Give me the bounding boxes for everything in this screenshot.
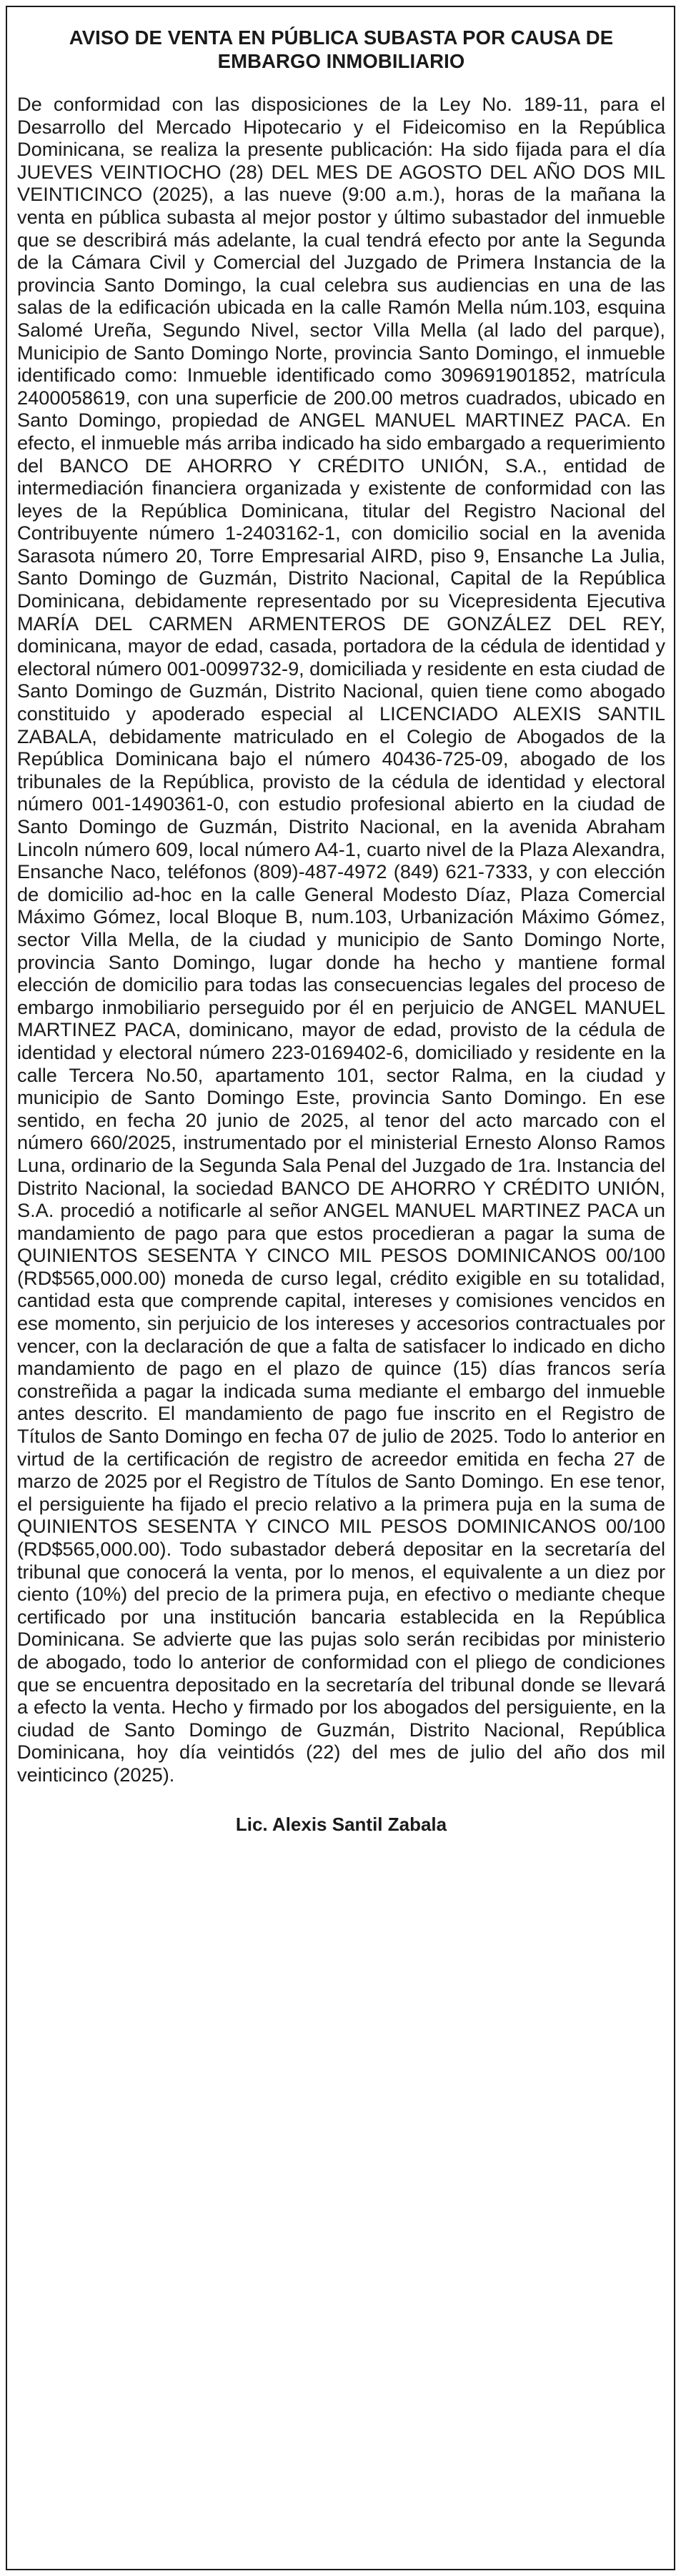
notice-body: De conformidad con las disposiciones de la Ley No. 189-11, para el Desarrollo del Mercado Hipotecario y el Fideicomiso en la República Dominicana, se realiza la presente publicación: Ha sido fijada para el día JUEVES VEINTIOCHO (28) DEL MES DE AGOSTO DEL AÑO DOS MIL VEINTICINCO (2025), a las nueve (9:00 a.m.), horas de la mañana la venta en pública subasta al mejor postor y último subastador del inmueble que se describirá más adelante, la cual tendrá efecto por ante la Segunda de la Cámara Civil y Comercial del Juzgado de Primera Instancia de la provincia Santo Domingo, la cual celebra sus audiencias en una de las salas de la edificación ubicada en la calle Ramón Mella núm.103, esquina Salomé Ureña, Segundo Nivel, sector Villa Mella (al lado del parque), Municipio de Santo Domingo Norte, provincia Santo Domingo, el inmueble identificado como: Inmueble identificado como 309691901852, matrícula 2400058619, con una superficie de 200.00 metros cuadrados, ubicado en Santo Domingo, propiedad de ANGEL MANUEL MARTINEZ PACA. En efecto, el inmueble más arriba indicado ha sido embargado a requerimiento del BANCO DE AHORRO Y CRÉDITO UNIÓN, S.A., entidad de intermediación financiera organizada y existente de conformidad con las leyes de la República Dominicana, titular del Registro Nacional del Contribuyente número 1-2403162-1, con domicilio social en la avenida Sarasota número 20, Torre Empresarial AIRD, piso 9, Ensanche La Julia, Santo Domingo de Guzmán, Distrito Nacional, Capital de la República Dominicana, debidamente representado por su Vicepresidenta Ejecutiva MARÍA DEL CARMEN ARMENTEROS DE GONZÁLEZ DEL REY, dominicana, mayor de edad, casada, portadora de la cédula de identidad y electoral número 001-0099732-9, domiciliada y residente en esta ciudad de Santo Domingo de Guzmán, Distrito Nacional, quien tiene como abogado constituido y apoderado especial al LICENCIADO ALEXIS SANTIL ZABALA, debidamente matriculado en el Colegio de Abogados de la República Dominicana bajo el número 40436-725-09, abogado de los tribunales de la República, provisto de la cédula de identidad y electoral número 001-1490361-0, con estudio profesional abierto en la ciudad de Santo Domingo de Guzmán, Distrito Nacional, en la avenida Abraham Lincoln número 609, local número A4-1, cuarto nivel de la Plaza Alexandra, Ensanche Naco, teléfonos (809)-487-4972 (849) 621-7333, y con elección de domicilio ad-hoc en la calle General Modesto Díaz, Plaza Comercial Máximo Gómez, local Bloque B, num.103, Urbanización Máximo Gómez, sector Villa Mella, de la ciudad y municipio de Santo Domingo Norte, provincia Santo Domingo, lugar donde ha hecho y mantiene formal elección de domicilio para todas las consecuencias legales del proceso de embargo inmobiliario perseguido por él en perjuicio de ANGEL MANUEL MARTINEZ PACA, dominicano, mayor de edad, provisto de la cédula de identidad y electoral número 223-0169402-6, domiciliado y residente en la calle Tercera No.50, apartamento 101, sector Ralma, en la ciudad y municipio de Santo Domingo Este, provincia Santo Domingo. En ese sentido, en fecha 20 junio de 2025, al tenor del acto marcado con el número 660/2025, instrumentado por el ministerial Ernesto Alonso Ramos Luna, ordinario de la Segunda Sala Penal del Juzgado de 1ra. Instancia del Distrito Nacional, la sociedad BANCO DE AHORRO Y CRÉDITO UNIÓN, S.A. procedió a notificarle al señor ANGEL MANUEL MARTINEZ PACA un mandamiento de pago para que estos procedieran a pagar la suma de QUINIENTOS SESENTA Y CINCO MIL PESOS DOMINICANOS 00/100 (RD$565,000.00) moneda de curso legal, crédito exigible en su totalidad, cantidad esta que comprende capital, intereses y comisiones vencidos en ese momento, sin perjuicio de los intereses y accesorios contractuales por vencer, con la declaración de que a falta de satisfacer lo indicado en dicho mandamiento de pago en el plazo de quince (15) días francos sería constreñida a pagar la indicada suma mediante el embargo del inmueble antes descrito. El mandamiento de pago fue inscrito en el Registro de Títulos de Santo Domingo en fecha 07 de julio de 2025. Todo lo anterior en virtud de la certificación de registro de acreedor emitida en fecha 27 de marzo de 2025 por el Registro de Títulos de Santo Domingo. En ese tenor, el persiguiente ha fijado el precio relativo a la primera puja en la suma de QUINIENTOS SESENTA Y CINCO MIL PESOS DOMINICANOS 00/100 (RD$565,000.00). Todo subastador deberá depositar en la secretaría del tribunal que conocerá la venta, por lo menos, el equivalente a un diez por ciento (10%) del precio de la primera puja, en efectivo o mediante cheque certificado por una institución bancaria establecida en la República Dominicana. Se advierte que las pujas solo serán recibidas por ministerio de abogado, todo lo anterior de conformidad con el pliego de condiciones que se encuentra depositado en la secretaría del tribunal donde se llevará a efecto la venta. Hecho y firmado por los abogados del persiguiente, en la ciudad de Santo Domingo de Guzmán, Distrito Nacional, República Dominicana, hoy día veintidós (22) del mes de julio del año dos mil veinticinco (2025). xyxy=(17,93,665,1786)
notice-title-line-1: AVISO DE VENTA EN PÚBLICA SUBASTA POR CAUSA DE xyxy=(69,26,614,49)
signature: Lic. Alexis Santil Zabala xyxy=(235,1813,447,1835)
notice-title xyxy=(17,26,665,73)
notice-title-line-2: EMBARGO INMOBILIARIO xyxy=(217,50,465,72)
